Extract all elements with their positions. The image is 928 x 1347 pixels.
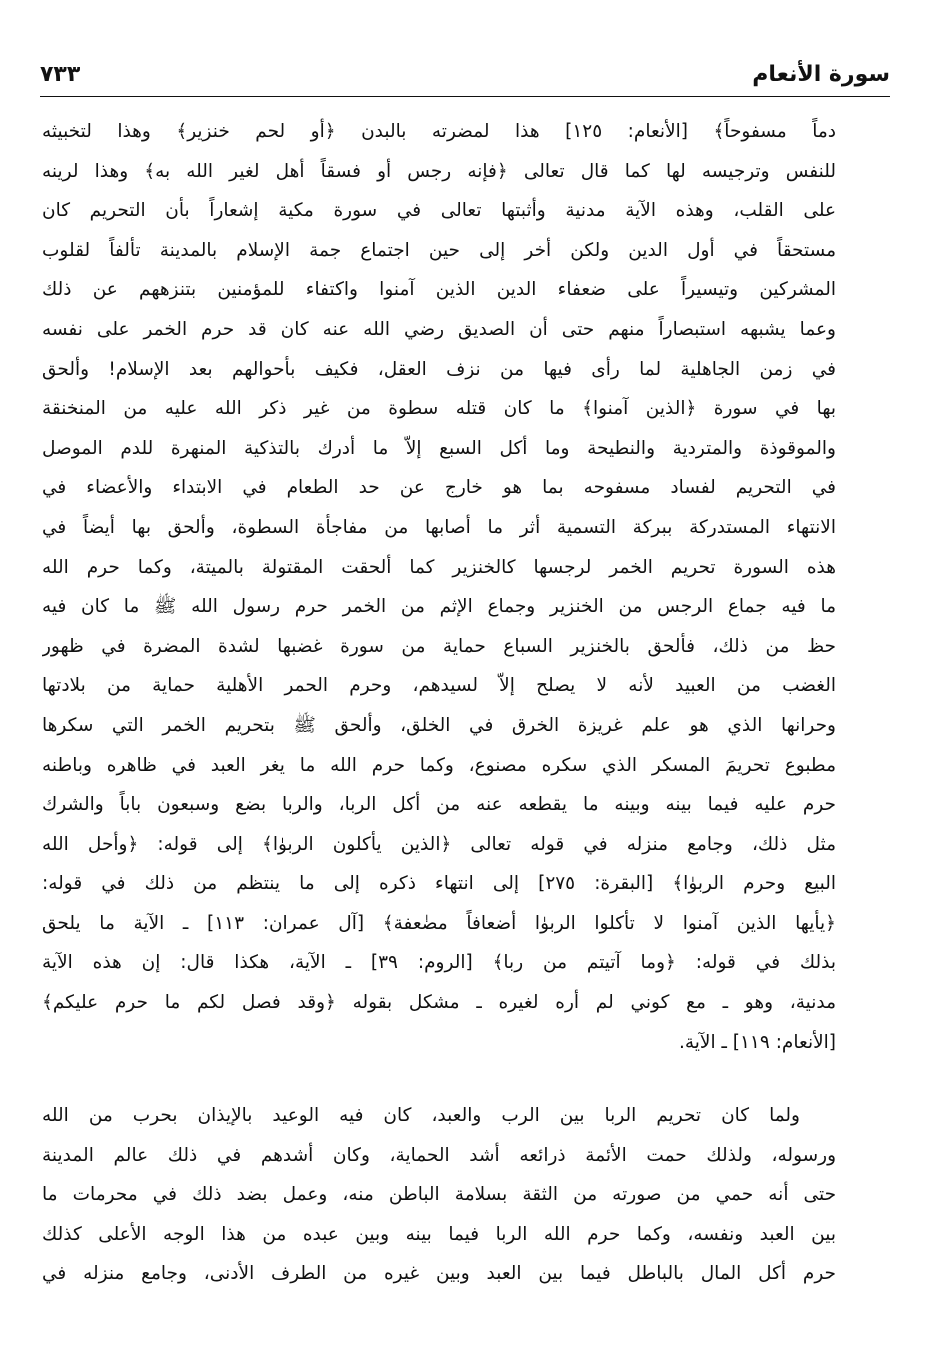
text-line: دماً مسفوحاً﴾ [الأنعام: ١٢٥] هذا لمضرته بالبدن ﴿أو لحم خنزير﴾ وهذا لتخبيثه: [42, 121, 836, 142]
sura-title: سورة الأنعام: [752, 62, 890, 87]
paragraph-2: [42, 1096, 836, 1294]
text-line: وعما يشبهه استبصاراً منهم حتى أن الصديق رضي الله عنه كان قد حرم الخمر على نفسه: [42, 318, 836, 340]
text-line: [الأنعام: ١١٩] ـ الآية.: [678, 1031, 836, 1053]
text-line: ﴿يأيها الذين آمنوا لا تأكلوا الربوٰا أضعافاً مضٰعفة﴾ [آل عمران: ١١٣] ـ الآية ما يلحق: [42, 912, 836, 934]
text-line: الغضب من العبيد لأنه لا يصلح إلاّ لسيدهم، وحرم الحمر الأهلية حماية من بلادتها: [42, 675, 836, 697]
text-line: مطبوع تحريمَ المسكر الذي سكره مصنوع، وكما حرم الله ما يغر العبد في ظاهره وباطنه: [42, 754, 836, 776]
text-line: والموقوذة والمتردية والنطيحة وما أكل السبع إلاّ ما أدرك بالتذكية المنهرة للدم الموصل: [42, 437, 836, 459]
text-line: الانتهاء المستدركة ببركة التسمية أثر ما أصابها من مفاجأة السطوة، وألحق بها أيضاً في: [42, 516, 836, 538]
text-line: للنفس وترجيسه لها كما قال تعالى ﴿فإنه رجس أو فسقاً أهل لغير الله به﴾ وهذا لرينه: [42, 160, 836, 182]
text-line: حرم أكل المال بالباطل فيما بين العبد وبين غيره من الطرف الأدنى، وجامع منزله في: [42, 1263, 836, 1285]
page-header: [40, 62, 890, 96]
text-line: مدنية، وهو ـ مع كوني لم أره لغيره ـ مشكل بقوله ﴿وقد فصل لكم ما حرم عليكم﴾: [42, 992, 836, 1014]
text-line: بذلك في قوله: ﴿وما آتيتم من ربا﴾ [الروم: ٣٩] ـ الآية، هكذا قال: إن هذه الآية: [42, 952, 836, 974]
text-line: مثل ذلك، وجامع منزله في قوله تعالى ﴿الذين يأكلون الربوٰا﴾ إلى قوله: ﴿وأحل الله: [42, 833, 836, 855]
text-line: وحرانها الذي هو علم غريزة الخرق في الخلق، وألحق ﷺ بتحريم الخمر التي سكرها: [42, 714, 836, 736]
text-line: مستحقاً في أول الدين ولكن أخر إلى حين اجتماع جمة الإسلام بالمدينة تألفاً لقلوب: [42, 239, 836, 261]
text-line: في التحريم لفساد مسفوحه بما هو خارج عن حد الطعام في الابتداء والأعضاء في: [42, 477, 836, 499]
text-line: المشركين وتيسيراً على ضعفاء الدين الذين آمنوا واكتفاء للمؤمنين بتنزههم عن ذلك: [42, 279, 836, 301]
text-line: حتى أنه حمي من صورته من الثقة بسلامة الباطن منه، وعمل بضد ذلك في محرمات ما: [42, 1184, 836, 1206]
text-line: البيع وحرم الربوٰا﴾ [البقرة: ٢٧٥] إلى انتهاء ذكره إلى ما ينتظم من ذلك في قوله:: [42, 873, 836, 895]
text-line: بها في سورة ﴿الذين آمنوا﴾ ما كان قتله سطوة من غير ذكر الله عليه من المنخنقة: [42, 398, 836, 420]
text-line: ما فيه جماع الرجس من الخنزير وجماع الإثم من الخمر حرم رسول الله ﷺ ما كان فيه: [42, 596, 836, 618]
text-line: ورسوله، ولذلك حمت الأئمة ذرائعه أشد الحماية، وكان أشدهم في ذلك عالم المدينة: [42, 1144, 836, 1166]
paragraph-1: [42, 112, 836, 1062]
text-line: في زمن الجاهلية لما رأى فيها من نزف العقل، فكيف بأحوالهم بعد الإسلام! وألحق: [42, 358, 836, 380]
text-line: حظ من ذلك، فألحق بالخنزير السباع حماية من سورة غضبها لشدة المضرة في ظهور: [42, 635, 836, 657]
text-line: هذه السورة تحريم الخمر لرجسها كالخنزير كما ألحقت المقتولة بالميتة، وكما حرم الله: [42, 556, 836, 578]
text-line: ولما كان تحريم الربا بين الرب والعبد، كان فيه الوعيد بالإيذان بحرب من الله: [42, 1105, 800, 1126]
text-line: على القلب، وهذه الآية مدنية وأثبتها تعالى في سورة مكية إشعاراً بأن التحريم كان: [42, 200, 836, 222]
page-number: ٧٣٣: [40, 62, 81, 87]
header-divider: [40, 96, 890, 97]
text-line: بين العبد ونفسه، وكما حرم الله الربا فيما بينه وبين عبده من هذا الوجه الأعلى كذلك: [42, 1223, 836, 1245]
text-line: حرم عليه فيما بينه وبينه ما يقطعه عنه من أكل الربا، والربا بضع وسبعون باباً والشرك: [42, 794, 836, 816]
